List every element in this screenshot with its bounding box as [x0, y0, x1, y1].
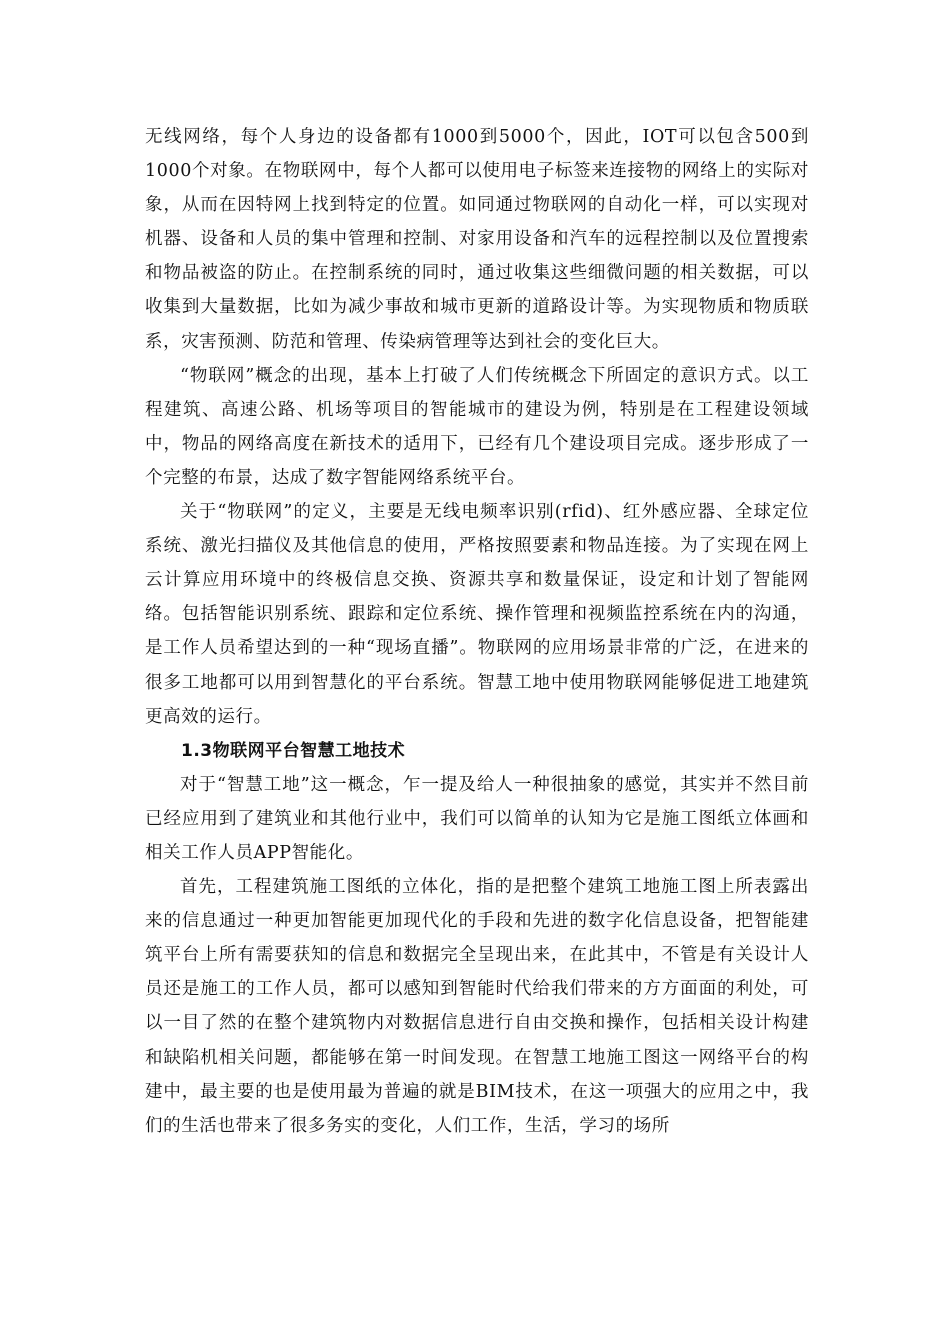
body-paragraph: “物联网”概念的出现，基本上打破了人们传统概念下所固定的意识方式。以工程建筑、高速公路、机场等项目的智能城市的建设为例，特别是在工程建设领域中，物品的网络高度在新技术的适用下，已经有几个建设项目完成。逐步形成了一个完整的布景，达成了数字智能网络系统平台。	[145, 365, 809, 488]
document-page	[145, 120, 809, 1143]
body-paragraph: 关于“物联网”的定义，主要是无线电频率识别(rfid)、红外感应器、全球定位系统、激光扫描仪及其他信息的使用，严格按照要素和物品连接。为了实现在网上云计算应用环境中的终极信息交换、资源共享和数量保证，设定和计划了智能网络。包括智能识别系统、跟踪和定位系统、操作管理和视频监控系统在内的沟通，是工作人员希望达到的一种“现场直播”。物联网的应用场景非常的广泛，在进来的很多工地都可以用到智慧化的平台系统。智慧工地中使用物联网能够促进工地建筑更高效的运行。	[145, 502, 809, 727]
body-paragraph: 无线网络，每个人身边的设备都有1000到5000个，因此，IOT可以包含500到1000个对象。在物联网中，每个人都可以使用电子标签来连接物的网络上的实际对象，从而在因特网上找到特定的位置。如同通过物联网的自动化一样，可以实现对机器、设备和人员的集中管理和控制、对家用设备和汽车的远程控制以及位置搜索和物品被盗的防止。在控制系统的同时，通过收集这些细微问题的相关数据，可以收集到大量数据，比如为减少事故和城市更新的道路设计等。为实现物质和物质联系，灾害预测、防范和管理、传染病管理等达到社会的变化巨大。	[145, 127, 809, 352]
body-paragraph: 对于“智慧工地”这一概念，乍一提及给人一种很抽象的感觉，其实并不然目前已经应用到了建筑业和其他行业中，我们可以简单的认知为它是施工图纸立体画和相关工作人员APP智能化。	[145, 774, 809, 863]
section-heading: 1.3物联网平台智慧工地技术	[181, 740, 406, 761]
body-paragraph: 首先，工程建筑施工图纸的立体化，指的是把整个建筑工地施工图上所表露出来的信息通过一种更加智能更加现代化的手段和先进的数字化信息设备，把智能建筑平台上所有需要获知的信息和数据完全呈现出来，在此其中，不管是有关设计人员还是施工的工作人员，都可以感知到智能时代给我们带来的方方面面的利处，可以一目了然的在整个建筑物内对数据信息进行自由交换和操作，包括相关设计构建和缺陷机相关问题，都能够在第一时间发现。在智慧工地施工图这一网络平台的构建中，最主要的也是使用最为普遍的就是BIM技术，在这一项强大的应用之中，我们的生活也带来了很多务实的变化，人们工作，生活，学习的场所	[145, 877, 809, 1136]
